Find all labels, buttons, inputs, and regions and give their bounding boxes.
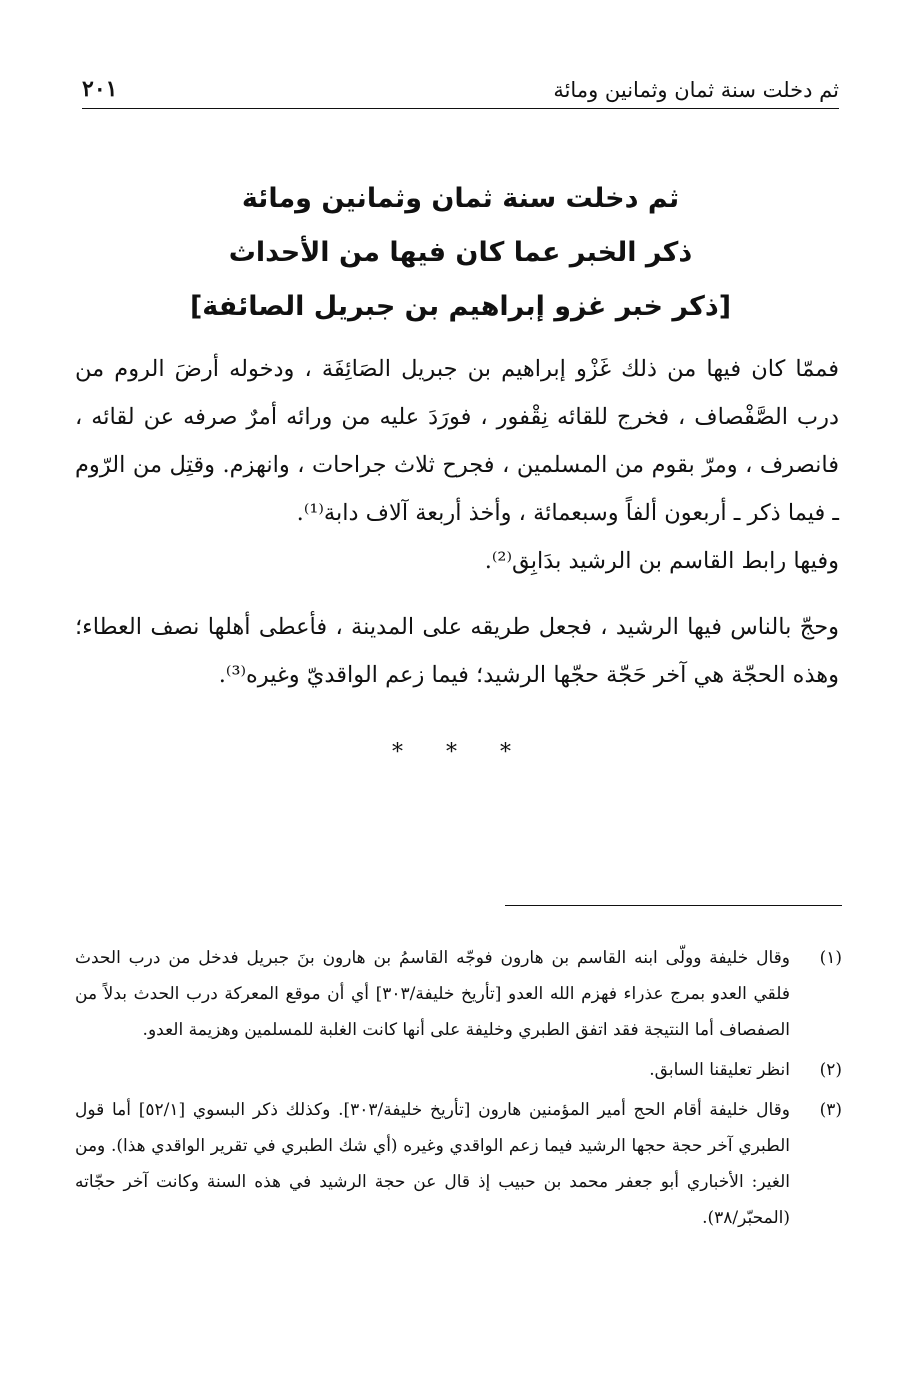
footnote-number: (١): [819, 948, 842, 968]
page-number: ٢٠١: [82, 76, 118, 102]
footnote-text: وقال خليفة وولّى ابنه القاسم بن هارون فوجّه القاسمُ بن هارون بنَ جبريل فدخل من درب الحدث فلقي العدو بمرج عذراء فهزم الله العدو [تأريخ خليفة/٣٠٣] أي أن موقع المعركة درب الحدث بدلاً من الصفصاف أما النتيجة فقد اتفق الطبري وخليفة على أنها كانت الغلبة للمسلمين وهزيمة العدو.: [75, 948, 791, 1040]
chapter-title: ثم دخلت سنة ثمان وثمانين ومائة: [241, 183, 680, 214]
running-title: ثم دخلت سنة ثمان وثمانين ومائة: [553, 78, 839, 102]
paragraph-raid: فممّا كان فيها من ذلك غَزْو إبراهيم بن جبريل الصَائِفَة ، ودخوله أرضَ الروم من درب الصَّفْصاف ، فخرج للقائه نِقْفور ، فورَدَ عليه من ورائه أمرٌ صرفه عن لقائه ، فانصرف ، ومرّ بقوم من المسلمين ، فجرح ثلاث جراحات ، وانهزم. وقتِل من الرّوم ـ فيما ذكر ـ أربعون ألفاً وسبعمائة ، وأخذ أربعة آلاف دابة⁽¹⁾.: [75, 356, 839, 526]
footnote-number: (٣): [819, 1100, 842, 1120]
footnote: [75, 940, 842, 1048]
paragraph-dabiq: وفيها رابط القاسم بن الرشيد بدَابِق⁽²⁾.: [484, 548, 839, 574]
section-separator: * * *: [392, 740, 529, 765]
footnotes: [75, 940, 842, 1236]
subsection-title: [ذكر خبر غزو إبراهيم بن جبريل الصائفة]: [189, 291, 732, 322]
running-header: [82, 62, 839, 109]
footnote-divider: [505, 905, 842, 906]
chapter-headings: [82, 172, 839, 334]
footnote-text: وقال خليفة أقام الحج أمير المؤمنين هارون [تأريخ خليفة/٣٠٣]. وكذلك ذكر البسوي [٥٢/١] أما قول الطبري آخر حجة حجها الرشيد فيما زعم الواقدي وغيره (أي شك الطبري في تقرير الواقدي هذا). ومن الغير: الأخباري أبو جعفر محمد بن حبيب إذ قال عن حجة الرشيد في هذه السنة وكانت آخر حجّاته (المحبّر/٣٨).: [75, 1100, 790, 1228]
main-text: [75, 345, 839, 699]
footnote: [75, 1052, 842, 1088]
section-title: ذكر الخبر عما كان فيها من الأحداث: [228, 237, 693, 268]
paragraph-pilgrimage: وحجّ بالناس فيها الرشيد ، فجعل طريقه على المدينة ، فأعطى أهلها نصف العطاء؛ وهذه الحجّة هي آخر حَجّة حجّها الرشيد؛ فيما زعم الواقديّ وغيره⁽³⁾.: [75, 614, 839, 688]
footnote-number: (٢): [819, 1060, 842, 1080]
footnote-text: انظر تعليقنا السابق.: [649, 1060, 790, 1080]
footnote: [75, 1092, 842, 1236]
